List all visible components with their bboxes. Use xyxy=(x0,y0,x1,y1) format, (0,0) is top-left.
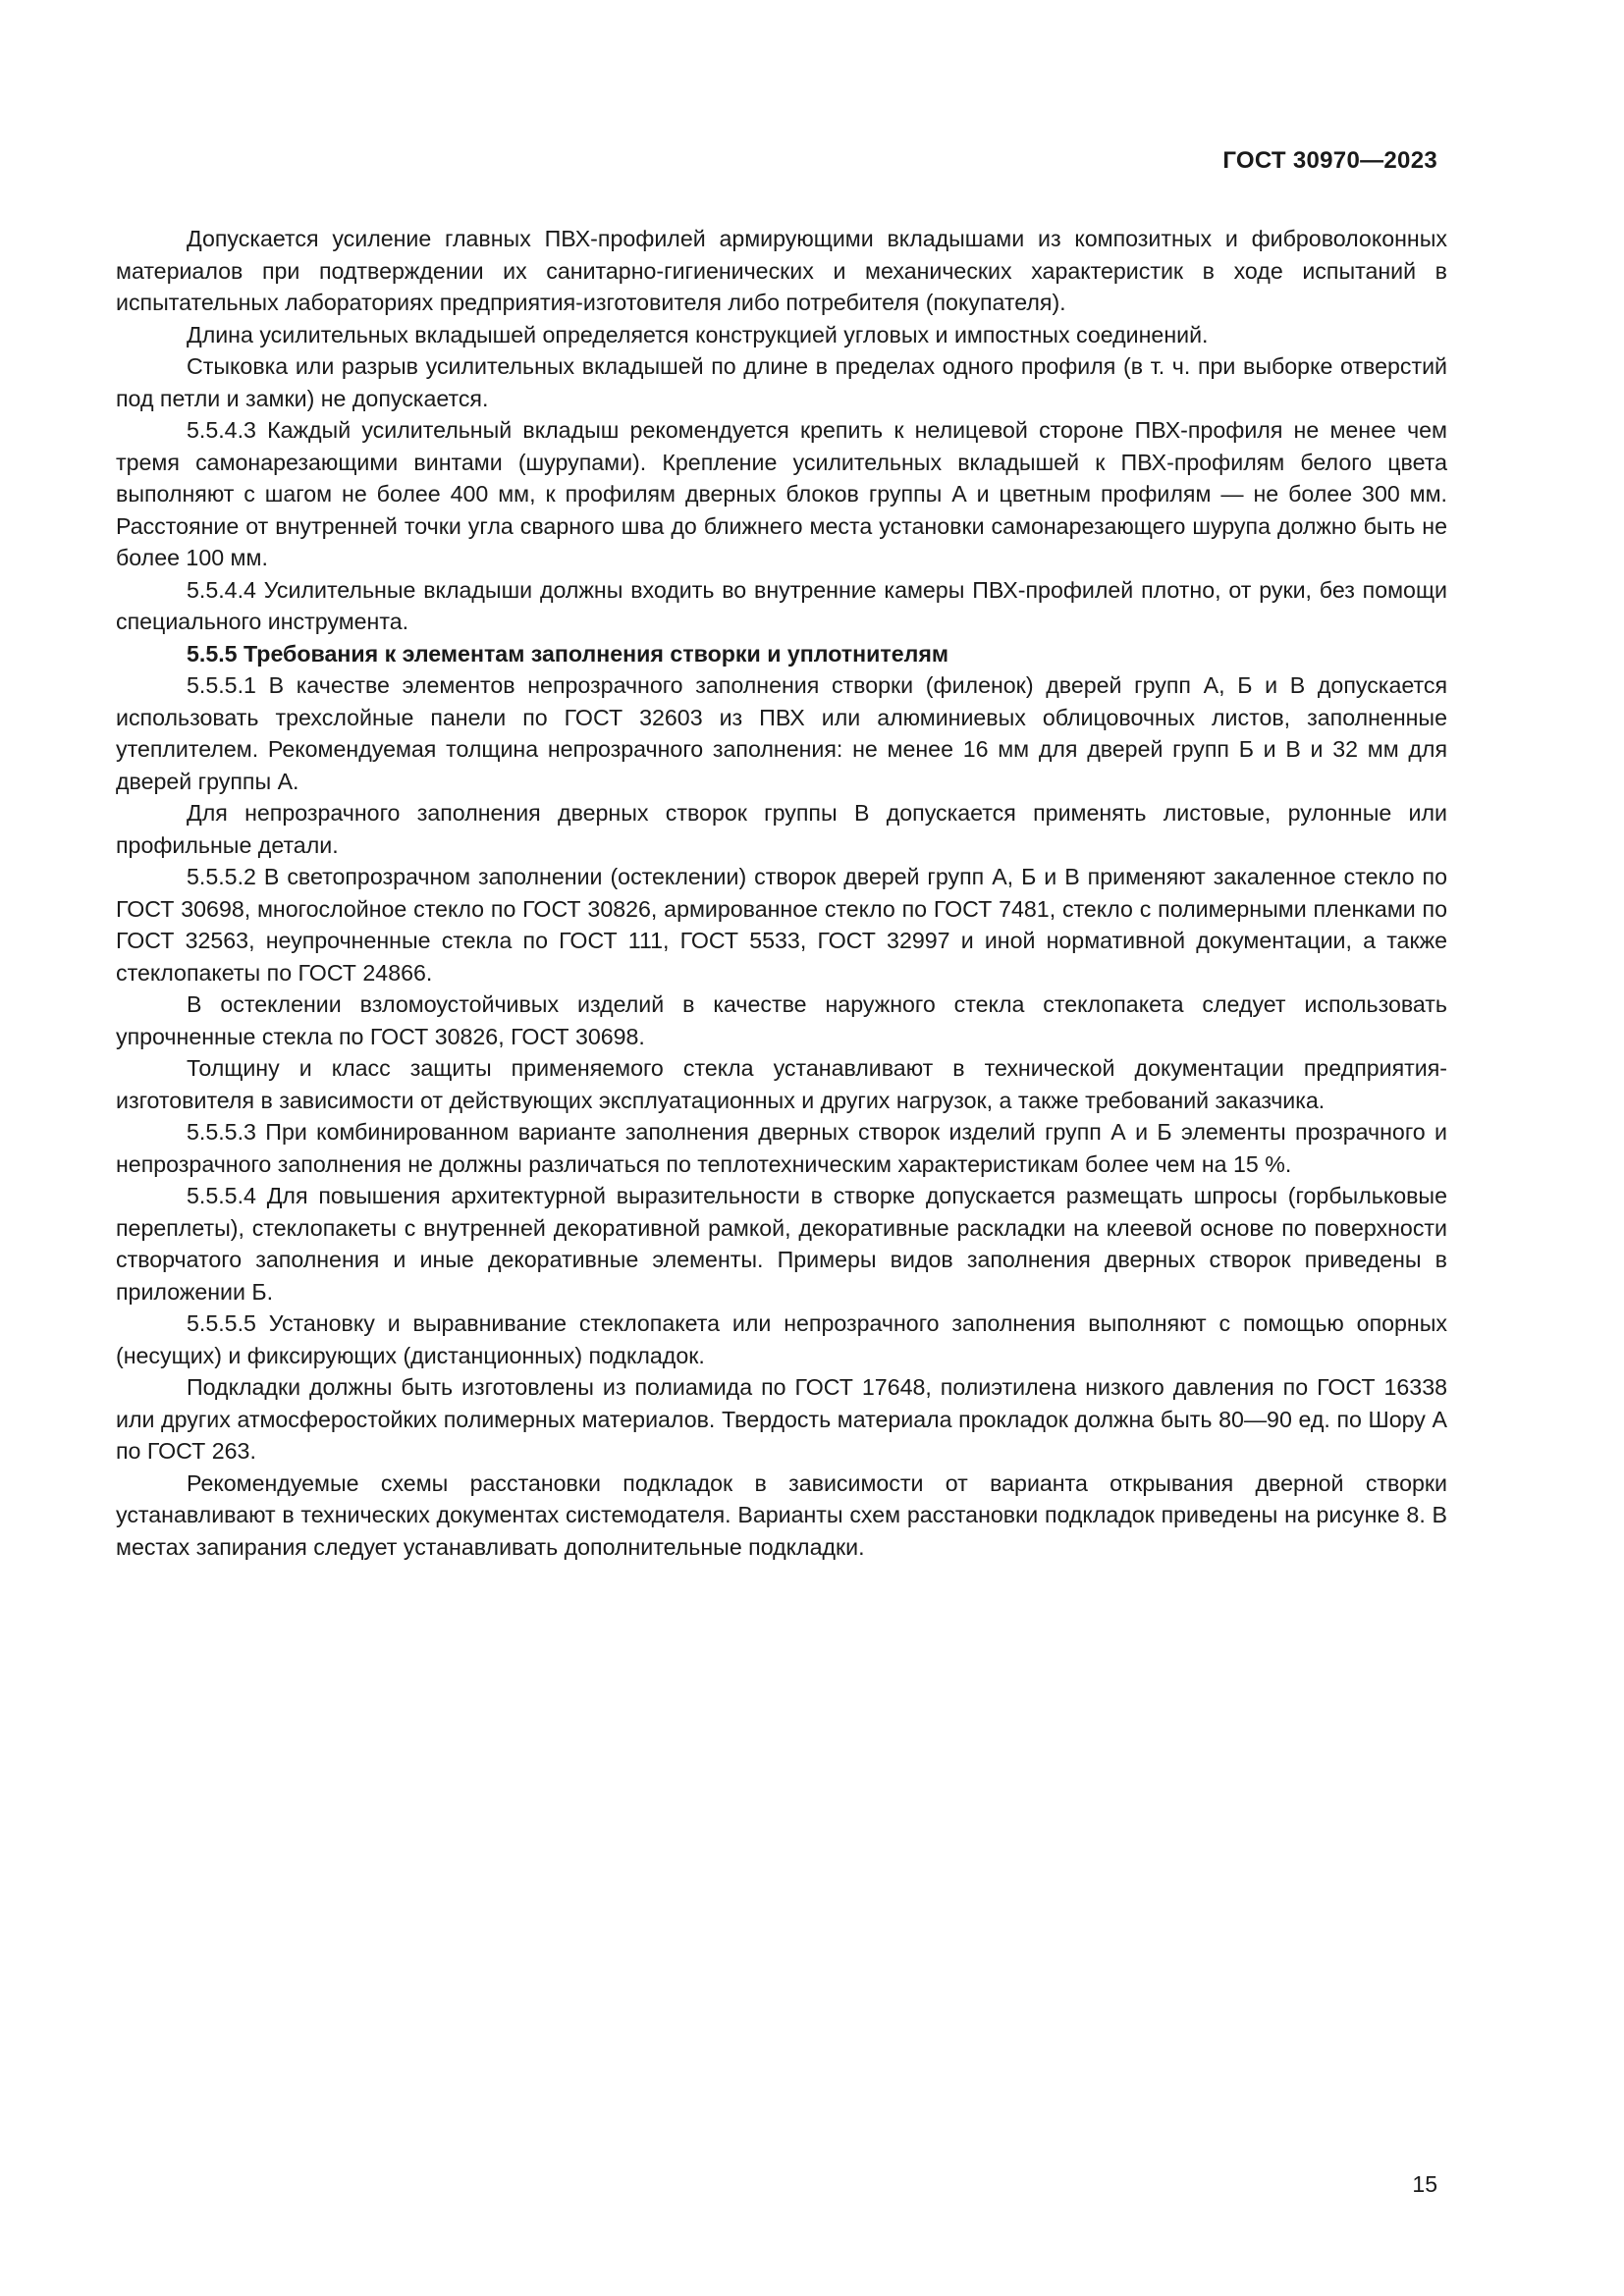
paragraph: Толщину и класс защиты применяемого стекла устанавливают в технической документации предприятия-изготовителя в зависимости от действующих эксплуатационных и других нагрузок, а также требований заказчика. xyxy=(116,1055,1447,1113)
paragraph: Рекомендуемые схемы расстановки подкладок в зависимости от варианта открывания дверной створки устанавливают в технических документах системодателя. Варианты схем расстановки подкладок приведены на рисунке 8. В местах запирания следует устанавливать дополнительные подкладки. xyxy=(116,1469,1447,1560)
paragraph: 5.5.4.4 Усилительные вкладыши должны входить во внутренние камеры ПВХ-профилей плотно, от руки, без помощи специального инструмента. xyxy=(116,576,1447,634)
paragraph: 5.5.5.1 В качестве элементов непрозрачного заполнения створки (филенок) дверей групп А, Б и В допускается использовать трехслойные панели по ГОСТ 32603 из ПВХ или алюминиевых облицовочных листов, заполненные утеплителем. Рекомендуемая толщина непрозрачного заполнения: не менее 16 мм для дверей групп Б и В и 32 мм для дверей группы А. xyxy=(116,672,1447,794)
paragraph: Для непрозрачного заполнения дверных створок группы В допускается применять листовые, рулонные или профильные детали. xyxy=(116,800,1447,858)
paragraph: Допускается усиление главных ПВХ-профилей армирующими вкладышами из композитных и фиброволоконных материалов при подтверждении их санитарно-гигиенических и механических характеристик в ходе испытаний в испытательных лабораториях предприятия-изготовителя либо потребителя (покупателя). xyxy=(116,226,1447,315)
paragraph: Подкладки должны быть изготовлены из полиамида по ГОСТ 17648, полиэтилена низкого давления по ГОСТ 16338 или других атмосферостойких полимерных материалов. Твердость материала прокладок должна быть 80—90 ед. по Шору А по ГОСТ 263. xyxy=(116,1374,1447,1464)
page-number: 15 xyxy=(1412,2171,1437,2197)
paragraph: В остеклении взломоустойчивых изделий в качестве наружного стекла стеклопакета следует использовать упрочненные стекла по ГОСТ 30826, ГОСТ 30698. xyxy=(116,991,1447,1049)
paragraph: Стыковка или разрыв усилительных вкладышей по длине в пределах одного профиля (в т. ч. при выборке отверстий под петли и замки) не допускается. xyxy=(116,353,1447,411)
paragraph: Длина усилительных вкладышей определяется конструкцией угловых и импостных соединений. xyxy=(187,321,1209,347)
paragraph: 5.5.5.4 Для повышения архитектурной выразительности в створке допускается размещать шпросы (горбыльковые переплеты), стеклопакеты с внутренней декоративной рамкой, декоративные раскладки на клеевой основе по поверхности створчатого заполнения и иные декоративные элементы. Примеры видов заполнения дверных створок приведены в приложении Б. xyxy=(116,1183,1447,1305)
paragraph: 5.5.4.3 Каждый усилительный вкладыш рекомендуется крепить к нелицевой стороне ПВХ-профиля не менее чем тремя самонарезающими винтами (шурупами). Крепление усилительных вкладышей к ПВХ-профилям белого цвета выполняют с шагом не более 400 мм, к профилям дверных блоков группы А и цветным профилям — не более 300 мм. Расстояние от внутренней точки угла сварного шва до ближнего места установки самонарезающего шурупа должно быть не более 100 мм. xyxy=(116,417,1447,570)
paragraph: 5.5.5.3 При комбинированном варианте заполнения дверных створок изделий групп А и Б элементы прозрачного и непрозрачного заполнения не должны различаться по теплотехническим характеристикам более чем на 15 %. xyxy=(116,1119,1447,1177)
paragraph: 5.5.5.5 Установку и выравнивание стеклопакета или непрозрачного заполнения выполняют с помощью опорных (несущих) и фиксирующих (дистанционных) подкладок. xyxy=(116,1310,1447,1368)
document-body xyxy=(116,223,1447,1563)
document-header: ГОСТ 30970—2023 xyxy=(1222,147,1437,174)
paragraph: 5.5.5.2 В светопрозрачном заполнении (остеклении) створок дверей групп А, Б и В применяют закаленное стекло по ГОСТ 30698, многослойное стекло по ГОСТ 30826, армированное стекло по ГОСТ 7481, стекло с полимерными пленками по ГОСТ 32563, неупрочненные стекла по ГОСТ 111, ГОСТ 5533, ГОСТ 32997 и иной нормативной документации, а также стеклопакеты по ГОСТ 24866. xyxy=(116,864,1447,986)
section-heading: 5.5.5 Требования к элементам заполнения створки и уплотнителям xyxy=(187,640,949,667)
